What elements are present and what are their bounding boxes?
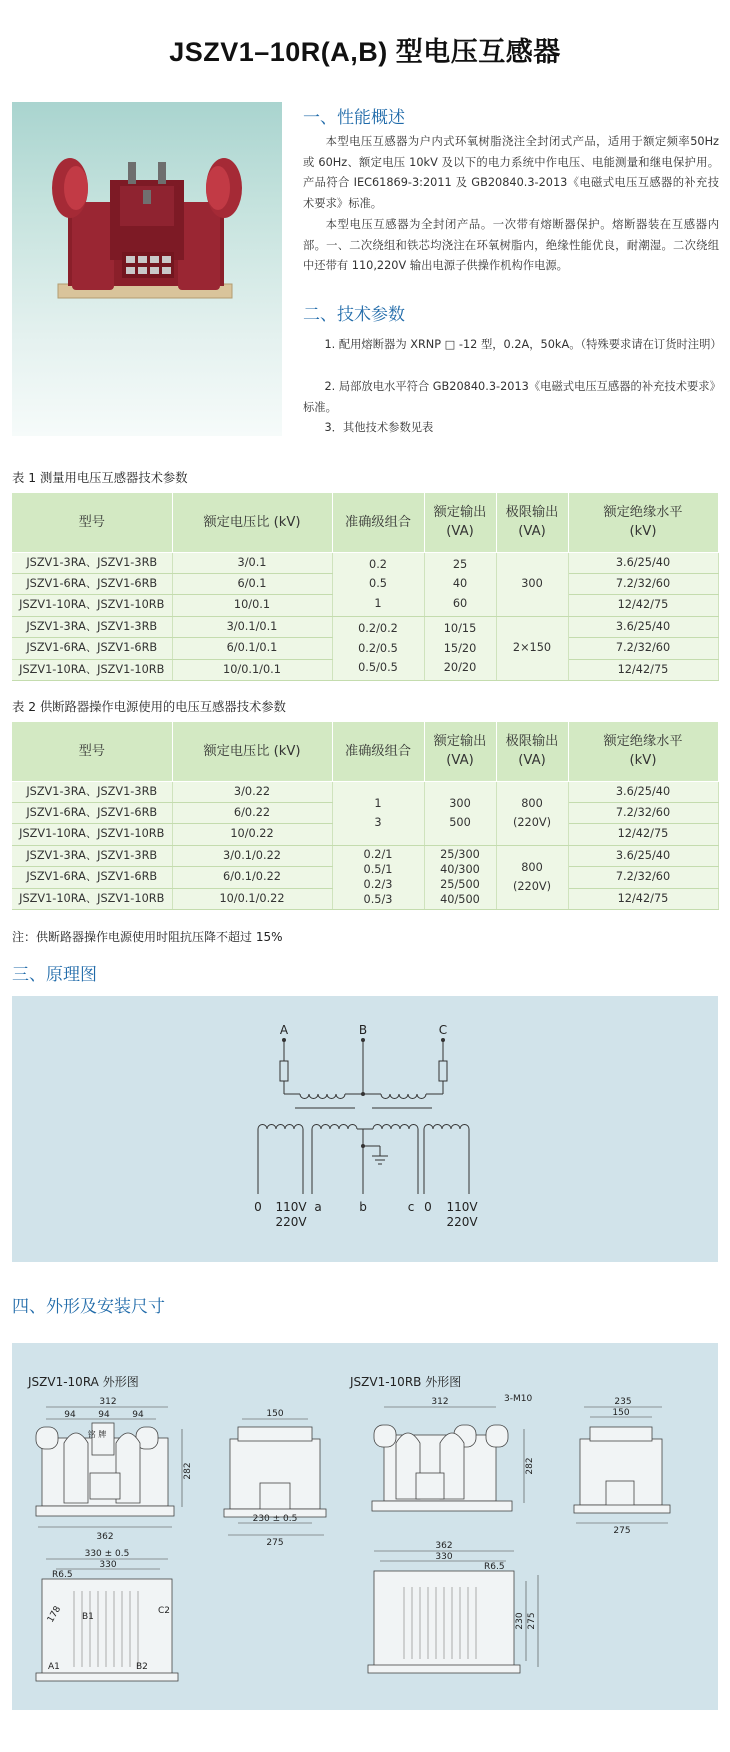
table-cell: JSZV1-6RA、JSZV1-6RB (12, 573, 172, 594)
table1-header-limit-output: 极限输出 (VA) (496, 493, 568, 552)
dim-275-rb: 275 (613, 1526, 631, 1536)
table-cell: 0.2/1 0.5/1 0.2/3 0.5/3 (332, 845, 424, 909)
table-cell: 3/0.1/0.22 (172, 845, 332, 866)
dim-94-c: 94 (132, 1410, 144, 1420)
schematic-panel (12, 996, 718, 1262)
dim-330-rb: 330 (435, 1552, 453, 1562)
table-cell: 3/0.22 (172, 781, 332, 802)
table-cell: 800 (220V) (496, 845, 568, 909)
table-cell: 3.6/25/40 (568, 616, 718, 637)
table1-header-insulation: 额定绝缘水平 (kV) (568, 493, 718, 552)
dim-230-rb: 230 (515, 1612, 525, 1630)
table-cell: 300 (496, 552, 568, 616)
overview-paragraph-2: 本型电压互感器为全封闭产品。一次带有熔断器保护。熔断器装在互感器内部。一、二次绕组和铁芯均浇注在环氧树脂内，绝缘性能优良，耐潮湿。二次绕组中还带有 110,220V 输出电源子供操作机构作电源。 (303, 218, 719, 273)
table2-caption: 表 2 供断路器操作电源使用的电压互感器技术参数 (12, 700, 286, 714)
table-cell: 1 3 (332, 781, 424, 845)
dimensions-panel (12, 1343, 718, 1710)
dim-r65-ra: R6.5 (52, 1570, 73, 1580)
table-cell: 6/0.1 (172, 573, 332, 594)
table1-header-model: 型号 (12, 493, 172, 552)
dim-282-ra: 282 (183, 1462, 193, 1480)
terminal-a-label: a (314, 1200, 322, 1214)
terminal-0-left-label: 0 (254, 1200, 262, 1214)
table-cell: 25/300 40/300 25/500 40/500 (424, 845, 496, 909)
table-cell: 0.2/0.2 0.2/0.5 0.5/0.5 (332, 616, 424, 680)
terminal-0-right-label: 0 (424, 1200, 432, 1214)
table-cell: JSZV1-6RA、JSZV1-6RB (12, 638, 172, 659)
table-cell: JSZV1-6RA、JSZV1-6RB (12, 802, 172, 823)
table-cell: 3.6/25/40 (568, 781, 718, 802)
dim-312-ra: 312 (99, 1397, 117, 1407)
table2-header-insulation: 额定绝缘水平 (kV) (568, 722, 718, 781)
spec-item-1: 1. 配用熔断器为 XRNP □ -12 型，0.2A，50kA。（特殊要求请在订货时注明） (324, 338, 722, 351)
dimension-drawings (12, 1343, 718, 1710)
table2 (12, 722, 719, 910)
section-heading-schematic: 三、原理图 (12, 965, 97, 985)
terminal-B-label: B (358, 1023, 368, 1037)
table-cell: 7.2/32/60 (568, 573, 718, 594)
page-title: JSZV1–10R(A,B) 型电压互感器 (169, 37, 561, 67)
table-cell: 0.2 0.5 1 (332, 552, 424, 616)
table-cell: JSZV1-3RA、JSZV1-3RB (12, 552, 172, 573)
dim-330-ra: 330 (99, 1560, 117, 1570)
table-cell: 7.2/32/60 (568, 802, 718, 823)
dim-362-rb: 362 (435, 1541, 453, 1551)
table-cell: 2×150 (496, 616, 568, 680)
schematic-diagram (12, 996, 718, 1262)
table2-header-limit-output: 极限输出 (VA) (496, 722, 568, 781)
table-cell: 6/0.22 (172, 802, 332, 823)
table-cell: 300 500 (424, 781, 496, 845)
table2-header-ratio: 额定电压比 (kV) (172, 722, 332, 781)
section-heading-specs: 二、技术参数 (303, 305, 405, 325)
terminal-220v-right-label: 220V (446, 1215, 478, 1229)
table-cell: JSZV1-6RA、JSZV1-6RB (12, 867, 172, 888)
table-cell: 12/42/75 (568, 659, 718, 680)
dim-282-rb: 282 (525, 1457, 535, 1475)
spec-item-2: 2. 局部放电水平符合 GB20840.3-2013《电磁式电压互感器的补充技术要求》标准。 (303, 380, 716, 414)
spec-item-3: 3．其他技术参数见表 (324, 421, 434, 434)
terminal-b-label: b (359, 1200, 367, 1214)
table2-header-accuracy: 准确级组合 (332, 722, 424, 781)
table-cell: 6/0.1/0.1 (172, 638, 332, 659)
transformer-illustration (12, 102, 282, 436)
overview-paragraph-1: 本型电压互感器为户内式环氧树脂浇注全封闭式产品，适用于额定频率50Hz 或 60Hz、额定电压 10kV 及以下的电力系统中作电压、电能测量和继电保护用。产品符合 IEC61869-3:2011 及 GB20840.3-2013《电磁式电压互感器的补充技术要求》标准。 (303, 135, 719, 210)
table-cell: 25 40 60 (424, 552, 496, 616)
terminal-c-label: c (407, 1200, 415, 1214)
table-cell: 12/42/75 (568, 595, 718, 616)
terminal-A-label: A (279, 1023, 289, 1037)
table-cell: 3/0.1/0.1 (172, 616, 332, 637)
table-cell: 12/42/75 (568, 824, 718, 845)
dim-330-tol: 330 ± 0.5 (84, 1549, 130, 1559)
dim-312-rb: 312 (431, 1397, 449, 1407)
table-note: 注：供断路器操作电源使用时阻抗压降不超过 15% (12, 930, 283, 944)
table2-header-rated-output: 额定输出 (VA) (424, 722, 496, 781)
terminal-b2: B2 (136, 1662, 148, 1672)
terminal-220v-left-label: 220V (275, 1215, 307, 1229)
dim-362-ra: 362 (96, 1532, 114, 1542)
table-cell: 10/0.1/0.22 (172, 888, 332, 909)
terminal-a1: A1 (48, 1662, 60, 1672)
table-cell: JSZV1-3RA、JSZV1-3RB (12, 616, 172, 637)
table-cell: 3/0.1 (172, 552, 332, 573)
terminal-110v-left-label: 110V (275, 1200, 307, 1214)
ra-drawing-label: JSZV1-10RA 外形图 (28, 1375, 139, 1389)
dim-94-a: 94 (64, 1410, 76, 1420)
table-cell: JSZV1-3RA、JSZV1-3RB (12, 781, 172, 802)
table-cell: 7.2/32/60 (568, 867, 718, 888)
table-cell: JSZV1-3RA、JSZV1-3RB (12, 845, 172, 866)
section-heading-dimensions: 四、外形及安装尺寸 (12, 1297, 165, 1317)
dim-178: 178 (45, 1604, 64, 1625)
dim-r65-rb: R6.5 (484, 1562, 505, 1572)
table-cell: 7.2/32/60 (568, 638, 718, 659)
table1-caption: 表 1 测量用电压互感器技术参数 (12, 471, 188, 485)
table-cell: 6/0.1/0.22 (172, 867, 332, 888)
table-cell: 10/0.22 (172, 824, 332, 845)
section-heading-overview: 一、性能概述 (303, 108, 405, 128)
table-cell: JSZV1-10RA、JSZV1-10RB (12, 595, 172, 616)
table-cell: JSZV1-10RA、JSZV1-10RB (12, 888, 172, 909)
dim-235: 235 (614, 1397, 632, 1407)
table-cell: JSZV1-10RA、JSZV1-10RB (12, 824, 172, 845)
dim-94-b: 94 (98, 1410, 110, 1420)
dim-275-bottom: 275 (527, 1612, 537, 1630)
table-cell: JSZV1-10RA、JSZV1-10RB (12, 659, 172, 680)
table1-header-accuracy: 准确级组合 (332, 493, 424, 552)
table1-header-rated-output: 额定输出 (VA) (424, 493, 496, 552)
dim-275-ra: 275 (266, 1538, 284, 1548)
rb-drawing-label: JSZV1-10RB 外形图 (350, 1375, 462, 1389)
table-cell: 800 (220V) (496, 781, 568, 845)
table-cell: 10/0.1/0.1 (172, 659, 332, 680)
table2-header-model: 型号 (12, 722, 172, 781)
dim-230-ra: 230 ± 0.5 (252, 1514, 298, 1524)
dim-3m10: 3-M10 (504, 1394, 533, 1404)
table-cell: 10/15 15/20 20/20 (424, 616, 496, 680)
table-cell: 12/42/75 (568, 888, 718, 909)
dim-150-rb: 150 (612, 1408, 630, 1418)
terminal-b1: B1 (82, 1612, 94, 1622)
dim-150: 150 (266, 1409, 284, 1419)
terminal-c2: C2 (158, 1606, 171, 1616)
table-cell: 10/0.1 (172, 595, 332, 616)
table1 (12, 493, 719, 681)
table-cell: 3.6/25/40 (568, 845, 718, 866)
terminal-110v-right-label: 110V (446, 1200, 478, 1214)
product-photo (12, 102, 282, 436)
table1-header-ratio: 额定电压比 (kV) (172, 493, 332, 552)
terminal-C-label: C (438, 1023, 448, 1037)
table-cell: 3.6/25/40 (568, 552, 718, 573)
nameplate-label: 铭 牌 (87, 1430, 107, 1439)
